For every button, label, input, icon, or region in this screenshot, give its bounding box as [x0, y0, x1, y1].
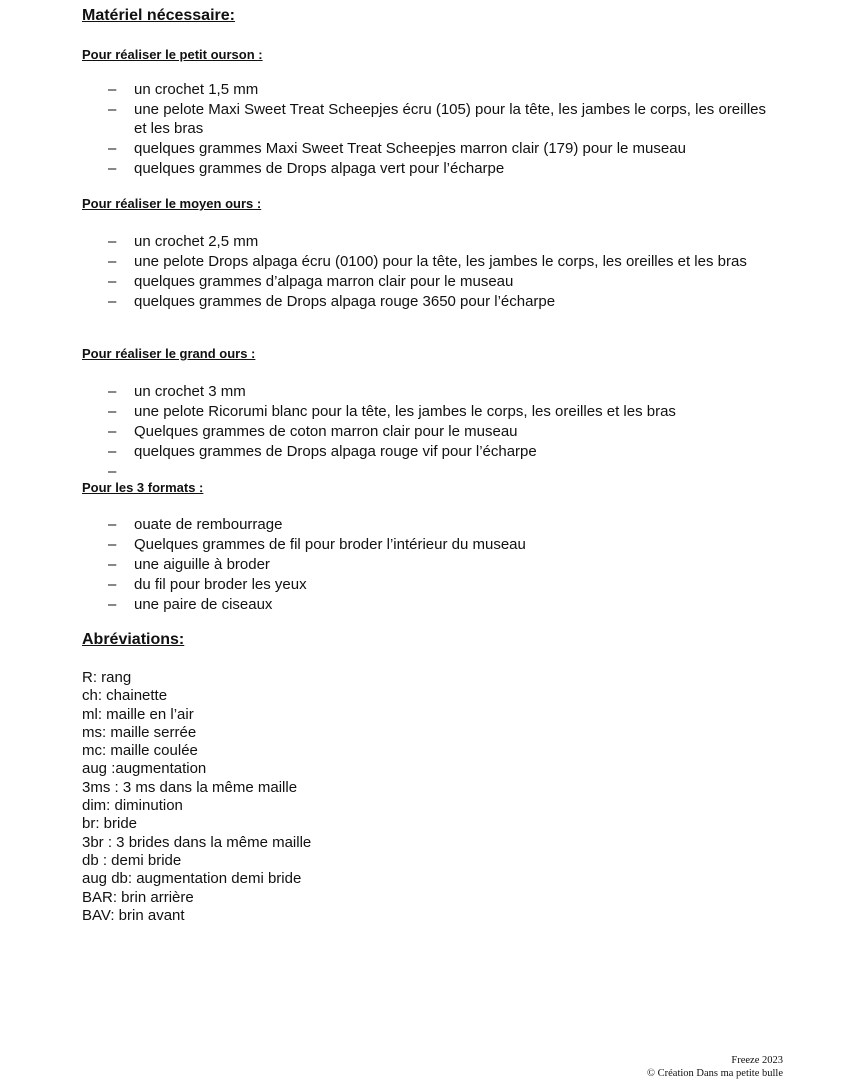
abbreviation-item: BAV: brin avant [82, 906, 185, 924]
list-item-text: quelques grammes de Drops alpaga rouge vif pour l’écharpe [134, 443, 537, 460]
abbreviation-item: ms: maille serrée [82, 723, 197, 741]
list-item-text: du fil pour broder les yeux [134, 576, 307, 593]
abbreviation-item: db : demi bride [82, 851, 182, 869]
list-item [0, 80, 864, 99]
abbreviation-item: R: rang [82, 669, 132, 686]
dash-bullet: – [108, 403, 117, 420]
list-item [0, 252, 864, 271]
abbreviation-item: 3ms : 3 ms dans la même maille [82, 778, 298, 796]
abbreviation-item: 3br : 3 brides dans la même maille [82, 833, 312, 851]
abbreviation-item: mc: maille coulée [82, 742, 198, 760]
section-list-3-formats [0, 515, 864, 615]
section-heading-grand-ours: Pour réaliser le grand ours : [82, 346, 256, 361]
section-heading-moyen-ours: Pour réaliser le moyen ours : [82, 196, 262, 211]
dash-bullet: – [108, 160, 117, 177]
dash-bullet: – [108, 101, 117, 118]
list-item-text: quelques grammes de Drops alpaga vert pour l’écharpe [134, 160, 505, 177]
list-item-text: un crochet 2,5 mm [134, 233, 259, 250]
list-item [0, 292, 864, 311]
dash-bullet: – [108, 273, 117, 290]
list-item [0, 272, 864, 291]
abbreviations-heading: Abréviations: [82, 631, 185, 648]
list-item [0, 422, 864, 441]
list-item-text: une aiguille à broder [134, 556, 270, 573]
abbreviation-item: br: bride [82, 815, 138, 833]
list-item-text: une pelote Ricorumi blanc pour la tête, les jambes le corps, les oreilles et les bras [134, 403, 676, 420]
dash-bullet: – [108, 463, 117, 480]
dash-bullet: – [108, 253, 117, 270]
dash-bullet: – [108, 293, 117, 310]
abbreviations-list [82, 669, 311, 925]
section-list-moyen-ours [0, 232, 864, 312]
list-item [0, 555, 864, 574]
footer-freeze: Freeze 2023 [731, 1055, 783, 1066]
section-heading-3-formats: Pour les 3 formats : [82, 480, 204, 495]
list-item-text: une paire de ciseaux [134, 596, 273, 613]
list-item-text: une pelote Maxi Sweet Treat Scheepjes écru (105) pour la tête, les jambes le corps, les oreilles et les bras [134, 101, 766, 137]
list-item-text: une pelote Drops alpaga écru (0100) pour la tête, les jambes le corps, les oreilles et les bras [134, 253, 747, 270]
list-item [0, 535, 864, 554]
list-item-text: quelques grammes d’alpaga marron clair pour le museau [134, 273, 514, 290]
list-item-text: ouate de rembourrage [134, 516, 283, 533]
abbreviation-item: aug :augmentation [82, 760, 207, 778]
abbreviation-item: BAR: brin arrière [82, 888, 194, 906]
list-item [0, 139, 864, 158]
list-item [0, 159, 864, 178]
dash-bullet: – [108, 423, 117, 440]
list-item [0, 232, 864, 251]
list-item-text: un crochet 1,5 mm [134, 81, 259, 98]
dash-bullet: – [108, 596, 117, 613]
abbreviation-item: aug db: augmentation demi bride [82, 870, 302, 888]
list-item-text: Quelques grammes de coton marron clair pour le museau [134, 423, 518, 440]
list-item [0, 595, 864, 614]
dash-bullet: – [108, 536, 117, 553]
footer-copyright: © Création Dans ma petite bulle [647, 1068, 783, 1079]
list-item-text: Quelques grammes de fil pour broder l’intérieur du museau [134, 536, 526, 553]
section-list-grand-ours [0, 382, 864, 482]
list-item-text: quelques grammes Maxi Sweet Treat Scheepjes marron clair (179) pour le museau [134, 140, 686, 157]
list-item-text: quelques grammes de Drops alpaga rouge 3650 pour l’écharpe [134, 293, 556, 310]
dash-bullet: – [108, 516, 117, 533]
list-item [0, 402, 864, 421]
list-item [0, 382, 864, 401]
dash-bullet: – [108, 443, 117, 460]
abbreviation-item: dim: diminution [82, 797, 183, 815]
list-item [0, 462, 864, 481]
page-footer [647, 1054, 783, 1080]
list-item [0, 575, 864, 594]
page-title: Matériel nécessaire: [82, 7, 235, 24]
section-list-petit-ourson [0, 80, 864, 179]
dash-bullet: – [108, 576, 117, 593]
dash-bullet: – [108, 556, 117, 573]
list-item [0, 442, 864, 461]
list-item-text: un crochet 3 mm [134, 383, 246, 400]
section-heading-petit-ourson: Pour réaliser le petit ourson : [82, 47, 263, 62]
list-item [0, 100, 864, 138]
dash-bullet: – [108, 140, 117, 157]
dash-bullet: – [108, 81, 117, 98]
list-item [0, 515, 864, 534]
dash-bullet: – [108, 233, 117, 250]
abbreviation-item: ch: chainette [82, 687, 168, 705]
abbreviation-item: ml: maille en l’air [82, 705, 194, 723]
dash-bullet: – [108, 383, 117, 400]
